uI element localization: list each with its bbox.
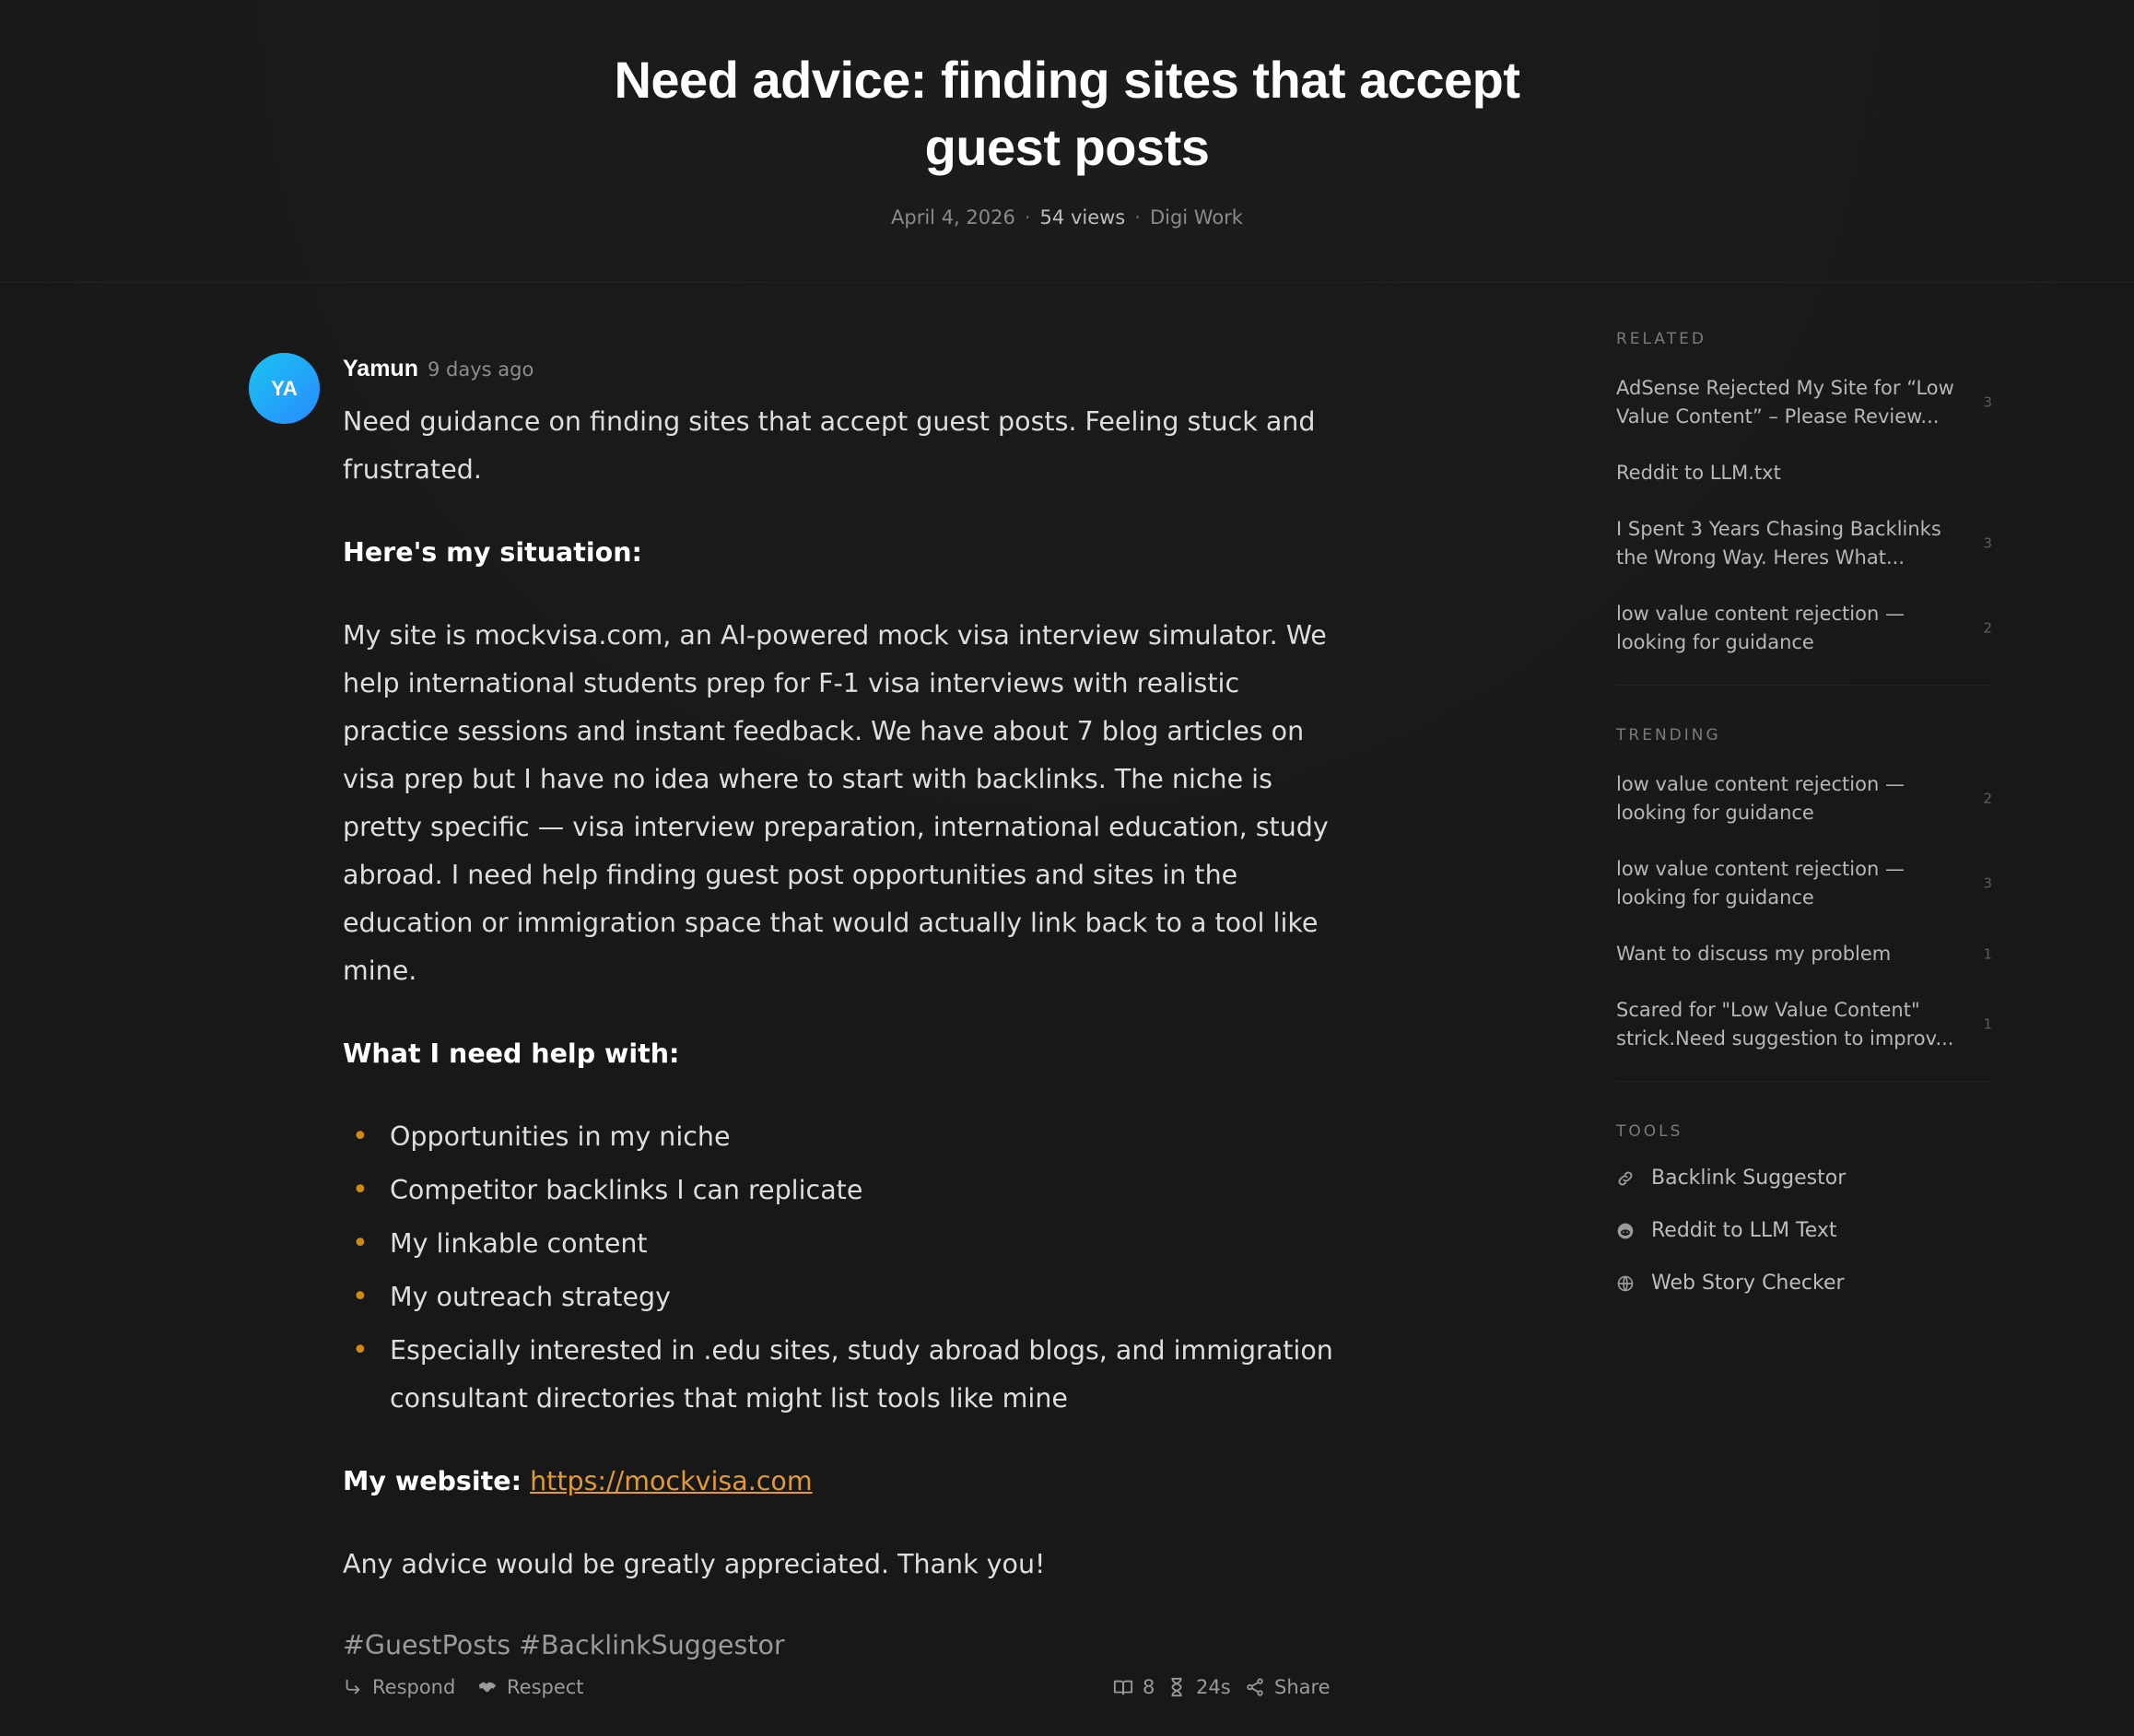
tools-heading: TOOLS xyxy=(1616,1122,1683,1141)
bullet-icon: • xyxy=(352,1174,369,1206)
meta-separator: · xyxy=(1134,206,1141,229)
help-list xyxy=(343,1113,1338,1423)
website-line xyxy=(343,1458,1338,1506)
post-body xyxy=(343,398,1338,1624)
reply-count: 3 xyxy=(1983,534,1992,552)
related-item[interactable]: AdSense Rejected My Site for “Low Value Content” – Please Review... 3 xyxy=(1616,377,1992,428)
reddit-icon xyxy=(1616,1222,1635,1240)
reply-count: 3 xyxy=(1983,874,1992,892)
page-title: Need advice: finding sites that accept guest posts xyxy=(614,51,1520,176)
post-meta xyxy=(0,206,2134,229)
respond-button[interactable] xyxy=(343,1676,455,1698)
bullet-icon: • xyxy=(352,1334,369,1367)
list-item: • My linkable content xyxy=(343,1220,1338,1268)
list-item: • Opportunities in my niche xyxy=(343,1113,1338,1161)
author-name[interactable]: Yamun xyxy=(343,356,418,381)
trending-item[interactable]: Want to discuss my problem 1 xyxy=(1616,940,1992,968)
divider xyxy=(1616,1081,1992,1082)
related-item[interactable]: Reddit to LLM.txt xyxy=(1616,462,1781,484)
reply-count: 2 xyxy=(1983,619,1992,637)
avatar[interactable]: YA xyxy=(249,353,320,424)
post-timestamp: 9 days ago xyxy=(427,358,534,381)
situation-heading: Here's my situation: xyxy=(343,537,642,568)
reply-count: 3 xyxy=(1983,393,1992,411)
hashtags[interactable]: #GuestPosts #BacklinkSuggestor xyxy=(343,1630,785,1660)
post-date: April 4, 2026 xyxy=(891,206,1015,229)
tool-backlink-suggestor[interactable]: Backlink Suggestor xyxy=(1616,1167,1992,1190)
list-item: • Especially interested in .edu sites, study abroad blogs, and immigration consultant directories that might list tools like mine xyxy=(343,1327,1338,1423)
read-count-value: 8 xyxy=(1143,1676,1155,1698)
share-label: Share xyxy=(1274,1676,1331,1698)
post-header xyxy=(343,356,534,382)
reply-count: 1 xyxy=(1983,1015,1992,1033)
website-label: My website: xyxy=(343,1466,522,1496)
bullet-icon: • xyxy=(352,1281,369,1313)
tool-web-story-checker[interactable]: Web Story Checker xyxy=(1616,1272,1992,1295)
link-icon xyxy=(1616,1169,1635,1188)
handshake-icon xyxy=(477,1677,498,1697)
related-heading: RELATED xyxy=(1616,330,1706,348)
read-count xyxy=(1113,1676,1155,1698)
trending-heading: TRENDING xyxy=(1616,726,1721,745)
hourglass-icon xyxy=(1167,1677,1187,1697)
post-intro: Need guidance on finding sites that accept guest posts. Feeling stuck and frustrated. xyxy=(343,406,1316,485)
reply-count: 2 xyxy=(1983,790,1992,807)
action-bar xyxy=(343,1676,1333,1704)
reply-arrow-icon xyxy=(343,1677,363,1697)
read-time xyxy=(1167,1676,1231,1698)
list-item: • Competitor backlinks I can replicate xyxy=(343,1167,1338,1214)
category-link[interactable]: Digi Work xyxy=(1149,206,1243,229)
help-heading: What I need help with: xyxy=(343,1038,680,1069)
page-header xyxy=(0,0,2134,283)
list-item: • My outreach strategy xyxy=(343,1273,1338,1321)
bullet-icon: • xyxy=(352,1120,369,1153)
website-link[interactable]: https://mockvisa.com xyxy=(530,1466,813,1496)
closing-text: Any advice would be greatly appreciated. Thank you! xyxy=(343,1549,1046,1579)
divider xyxy=(1616,685,1992,686)
read-time-value: 24s xyxy=(1196,1676,1231,1698)
book-icon xyxy=(1113,1677,1133,1697)
bullet-icon: • xyxy=(352,1227,369,1260)
sidebar xyxy=(1616,330,1992,1324)
related-item[interactable]: I Spent 3 Years Chasing Backlinks the Wrong Way. Heres What... 3 xyxy=(1616,518,1992,569)
share-button[interactable] xyxy=(1245,1676,1331,1698)
trending-item[interactable]: low value content rejection — looking for guidance 2 xyxy=(1616,773,1992,824)
situation-text: My site is mockvisa.com, an AI-powered mock visa interview simulator. We help international students prep for F-1 visa interviews with realistic practice sessions and instant feedback. We have about 7 blog articles on visa prep but I have no idea where to start with backlinks. The niche is pretty specific — visa interview preparation, international education, study abroad. I need help finding guest post opportunities and sites in the education or immigration space that would actually link back to a tool like mine. xyxy=(343,620,1329,986)
related-item[interactable]: low value content rejection — looking for guidance 2 xyxy=(1616,603,1992,653)
view-count: 54 views xyxy=(1039,206,1126,229)
trending-item[interactable]: low value content rejection — looking for guidance 3 xyxy=(1616,858,1992,909)
tool-reddit-to-llm-text[interactable]: Reddit to LLM Text xyxy=(1616,1219,1992,1242)
trending-item[interactable]: Scared for "Low Value Content" strick.Need suggestion to improv... 1 xyxy=(1616,999,1992,1050)
respect-label: Respect xyxy=(507,1676,584,1698)
globe-icon xyxy=(1616,1274,1635,1293)
respect-button[interactable] xyxy=(477,1676,584,1698)
respond-label: Respond xyxy=(372,1676,456,1698)
reply-count: 1 xyxy=(1983,945,1992,962)
share-icon xyxy=(1245,1677,1265,1697)
meta-separator: · xyxy=(1024,206,1031,229)
